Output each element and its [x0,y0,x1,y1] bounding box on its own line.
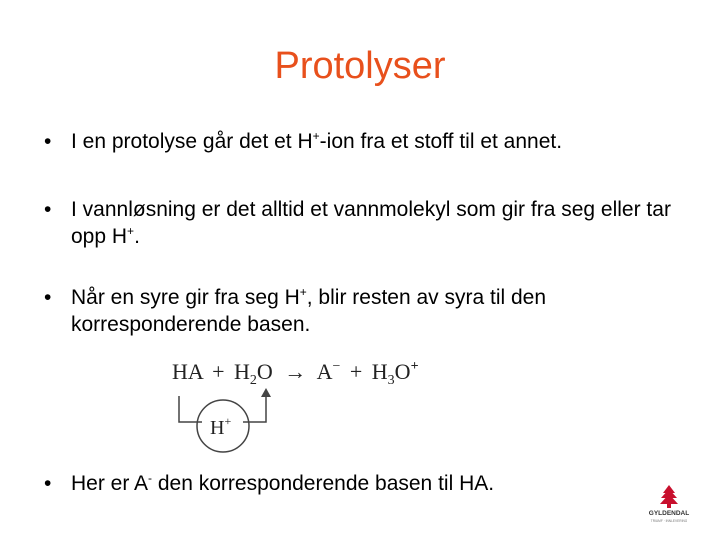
eq-plus: + [212,359,225,384]
protolysis-equation [150,352,450,462]
eq-a: A [316,359,333,384]
bullet-text-run: I en protolyse går det et H [71,130,313,153]
bullet-text [71,196,684,250]
bullet-text-run: den korresponderende basen til HA. [152,472,495,495]
logo-wordmark: GYLDENDAL [648,510,690,517]
bullet-text-run: , blir resten av syra til den korresponderende basen. [71,286,547,336]
gyldendal-logo [644,484,694,524]
proton-charge: + [224,414,232,428]
eq-h3o-sub: 3 [387,373,395,388]
bullet-superscript: + [312,129,320,143]
transfer-line-right [243,394,266,422]
eq-h3o-charge: + [410,359,419,374]
bullet-marker: • [44,130,52,153]
bullet-text [71,470,684,497]
bullet-item [44,470,684,497]
bullet-text-run: I vannløsning er det alltid et vannmolekyl som gir fra seg eller tar opp H [71,198,671,248]
logo-tagline: TRIUMF · INNLEVERING [650,519,688,523]
bullet-text-run: Her er A [71,472,149,495]
bullet-item [44,196,684,250]
bullet-text [71,284,684,338]
eq-h3o-h: H [371,359,388,384]
bullet-item [44,128,684,155]
slide-title: Protolyser [274,45,446,87]
bullet-superscript: + [299,285,307,299]
eq-plus: + [349,359,363,384]
bullet-marker: • [44,286,52,309]
bullet-marker: • [44,198,52,221]
svg-text:HA + H2O → A− [172,352,419,388]
eq-h2o-sub: 2 [249,373,257,388]
proton-h: H [210,417,225,439]
eq-arrow: → [284,359,307,384]
bullet-superscript: - [148,471,153,485]
svg-text:H+ [210,414,231,439]
eq-h2o-o: O [256,359,273,384]
eq-h3o-o: O [394,359,411,384]
bullet-superscript: + [127,224,135,238]
bullet-text [71,128,684,155]
bullet-marker: • [44,472,52,495]
bullet-text-run: -ion fra et stoff til et annet. [319,130,563,153]
bullet-item [44,284,684,338]
bullet-text-run: . [134,225,140,248]
bullet-text-run: Når en syre gir fra seg H [71,286,300,309]
transfer-arrowhead [261,388,271,397]
eq-ha: HA [172,359,203,384]
eq-a-charge: − [332,359,341,374]
eq-h2o-h: H [233,359,250,384]
tree-icon [660,485,678,508]
